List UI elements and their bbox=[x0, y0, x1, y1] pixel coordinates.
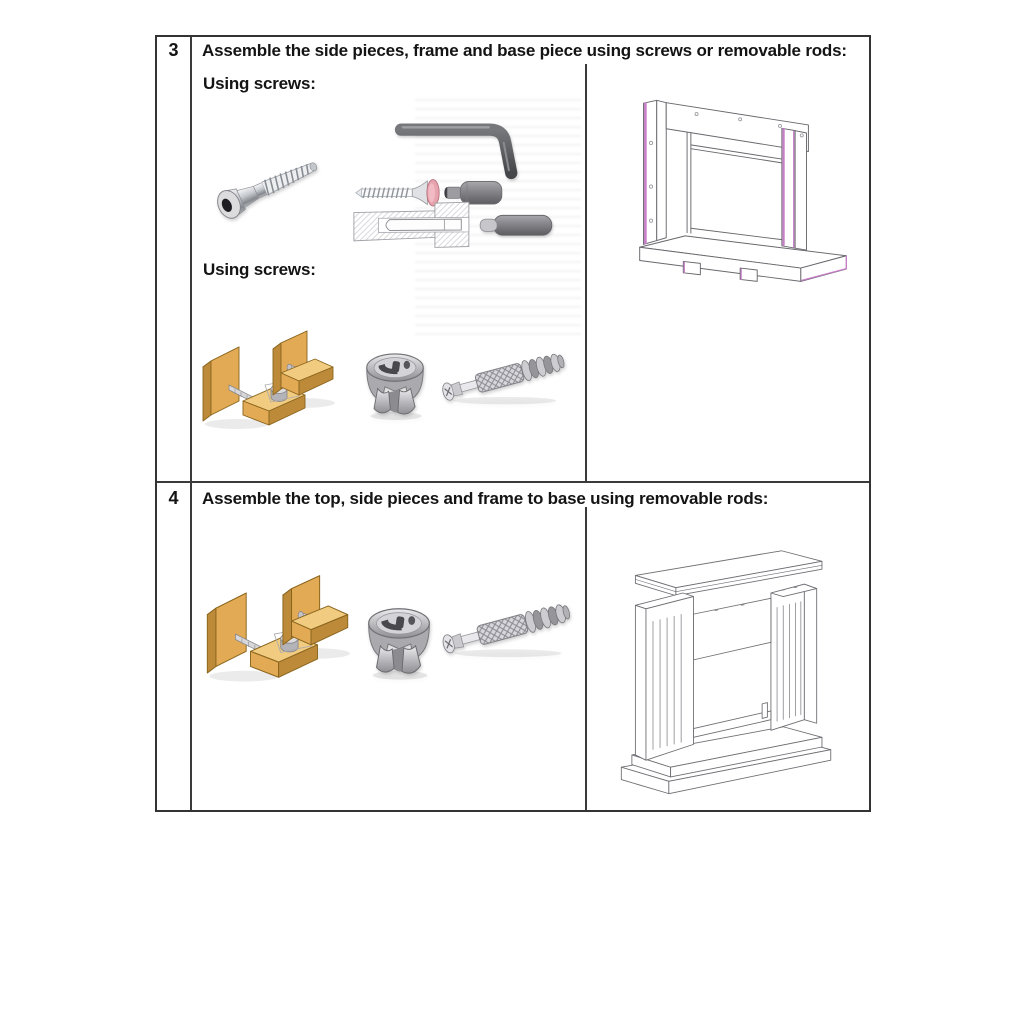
row-divider bbox=[157, 481, 869, 483]
step4-cell-divider bbox=[585, 507, 587, 810]
wood-panels-cam-dowels-icon bbox=[203, 567, 365, 686]
cam-lock-fitting-icon bbox=[355, 597, 443, 685]
fireplace-frame-diagram bbox=[628, 88, 858, 306]
step-number: 3 bbox=[168, 40, 179, 60]
hex-key-icon bbox=[401, 127, 511, 173]
method-label: Using screws: bbox=[203, 260, 316, 279]
method-label: Using screws: bbox=[203, 74, 316, 93]
double-ended-dowel-screw-icon bbox=[435, 587, 581, 665]
double-ended-dowel-screw-icon bbox=[435, 336, 575, 413]
step-instruction: Assemble the top, side pieces and frame to base using removable rods: bbox=[202, 489, 769, 508]
step-number: 4 bbox=[168, 488, 179, 508]
hex-key-and-rod-fittings-icon bbox=[352, 112, 564, 250]
assembly-steps-table bbox=[155, 35, 871, 812]
fireplace-mantel-diagram bbox=[609, 531, 851, 809]
screw-washer-barrel-nut-icon bbox=[356, 180, 502, 206]
step3-cell-divider bbox=[585, 64, 587, 481]
dowel-cross-section-icon bbox=[354, 202, 552, 247]
number-column-divider bbox=[190, 37, 192, 810]
wood-panels-cam-dowels-icon bbox=[199, 323, 349, 433]
cam-lock-fitting-icon bbox=[354, 341, 436, 427]
confirmat-screw-icon bbox=[203, 129, 333, 245]
step-instruction: Assemble the side pieces, frame and base piece using screws or removable rods: bbox=[202, 41, 847, 60]
